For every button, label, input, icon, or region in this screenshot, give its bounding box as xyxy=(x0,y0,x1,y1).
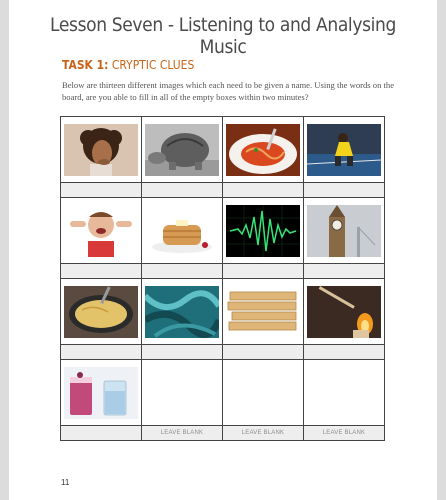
blank-image-cell xyxy=(304,360,385,426)
leave-blank-label: LEAVE BLANK xyxy=(304,426,385,441)
name-row xyxy=(61,426,385,441)
image-cell xyxy=(304,198,385,264)
image-row xyxy=(61,360,385,426)
wooden-blocks-image xyxy=(226,286,300,338)
big-ben-image xyxy=(307,205,381,257)
task-prefix: TASK 1: xyxy=(62,57,109,72)
pancakes-image xyxy=(145,205,219,257)
image-cell xyxy=(61,117,142,183)
image-cell xyxy=(142,117,223,183)
blank-image-cell xyxy=(142,360,223,426)
image-cell xyxy=(61,198,142,264)
name-box[interactable] xyxy=(142,183,223,198)
task-name: CRYPTIC CLUES xyxy=(111,57,195,72)
sprinter-image xyxy=(307,124,381,176)
name-box[interactable] xyxy=(304,264,385,279)
smoothie-and-water-image xyxy=(64,367,138,419)
name-box[interactable] xyxy=(61,183,142,198)
leave-blank-label: LEAVE BLANK xyxy=(223,426,304,441)
crepe-in-pan-image xyxy=(64,286,138,338)
image-row xyxy=(61,117,385,183)
image-cell xyxy=(304,279,385,345)
name-row xyxy=(61,183,385,198)
name-box[interactable] xyxy=(304,345,385,360)
worksheet-page xyxy=(9,0,437,500)
name-box[interactable] xyxy=(61,426,142,441)
name-row xyxy=(61,264,385,279)
name-box[interactable] xyxy=(61,264,142,279)
image-cell xyxy=(61,279,142,345)
name-box[interactable] xyxy=(223,183,304,198)
sound-waveform-image xyxy=(226,205,300,257)
woman-thinking-image xyxy=(64,124,138,176)
image-cell xyxy=(142,198,223,264)
leave-blank-label: LEAVE BLANK xyxy=(142,426,223,441)
task-heading xyxy=(62,57,194,72)
silk-fabric-image xyxy=(145,286,219,338)
matches-fire-image xyxy=(307,286,381,338)
name-row xyxy=(61,345,385,360)
image-cell xyxy=(223,198,304,264)
name-box[interactable] xyxy=(223,264,304,279)
image-naming-grid xyxy=(60,116,385,441)
image-cell xyxy=(304,117,385,183)
task-instructions: Below are thirteen different images which each need to be given a name. Using the words on the board, are you able to fill in all of the empty boxes within two minutes? xyxy=(62,80,395,102)
image-cell xyxy=(142,279,223,345)
page-number: 11 xyxy=(61,478,70,487)
tortoise-image xyxy=(145,124,219,176)
name-box[interactable] xyxy=(61,345,142,360)
name-box[interactable] xyxy=(142,345,223,360)
image-cell xyxy=(223,117,304,183)
page-title: Lesson Seven - Listening to and Analysing Music xyxy=(49,14,397,58)
name-box[interactable] xyxy=(142,264,223,279)
boy-covering-ears-image xyxy=(64,205,138,257)
image-row xyxy=(61,198,385,264)
image-cell xyxy=(223,279,304,345)
image-cell xyxy=(61,360,142,426)
blank-image-cell xyxy=(223,360,304,426)
spaghetti-image xyxy=(226,124,300,176)
image-row xyxy=(61,279,385,345)
name-box[interactable] xyxy=(304,183,385,198)
name-box[interactable] xyxy=(223,345,304,360)
